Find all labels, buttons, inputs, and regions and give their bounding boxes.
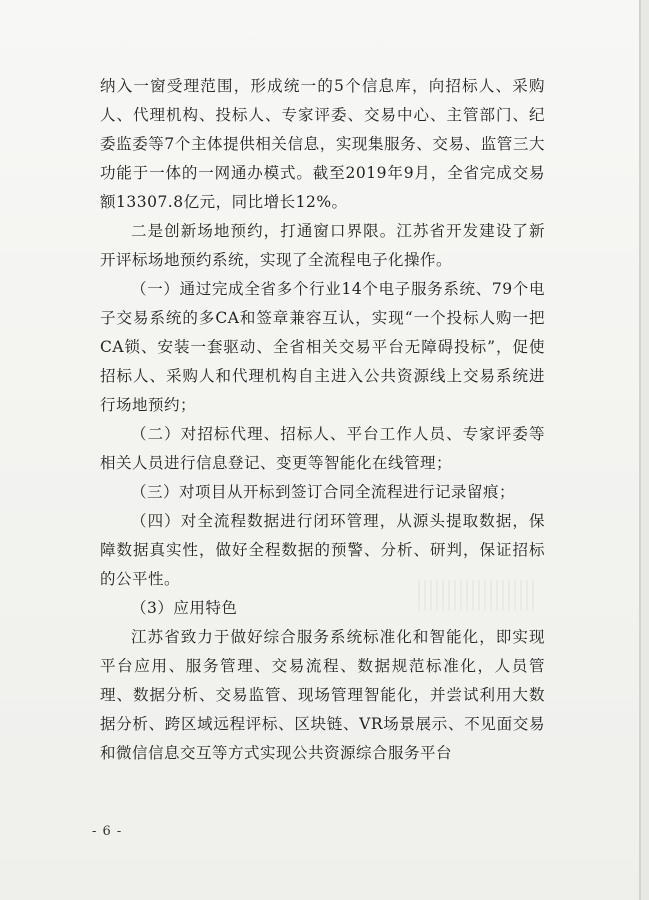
paragraph-3: （一）通过完成全省多个行业14个电子服务系统、79个电子交易系统的多CA和签章兼容互认，实现“一个投标人购一把CA锁、安装一套驱动、全省相关交易平台无障碍投标”，促使招标人、采购人和代理机构自主进入公共资源线上交易系统进行场地预约； bbox=[100, 280, 545, 414]
paragraph-8: 江苏省致力于做好综合服务系统标准化和智能化，即实现平台应用、服务管理、交易流程、数据规范标准化，人员管理、数据分析、交易监管、现场管理智能化，并尝试利用大数据分析、跨区域远程评标、区块链、VR场景展示、不见面交易和微信信息交互等方式实现公共资源综合服务平台 bbox=[100, 628, 545, 762]
scan-margin bbox=[641, 0, 649, 900]
paragraph-1: 纳入一窗受理范围，形成统一的5个信息库，向招标人、采购人、代理机构、投标人、专家评委、交易中心、主管部门、纪委监委等7个主体提供相关信息，实现集服务、交易、监管三大功能于一体的一网通办模式。截至2019年9月，全省完成交易额13307.8亿元，同比增长12%。 bbox=[100, 77, 545, 211]
page-number: - 6 - bbox=[92, 824, 123, 839]
document-body bbox=[100, 72, 545, 768]
paragraph-5: （三）对项目从开标到签订合同全流程进行记录留痕； bbox=[131, 483, 516, 501]
paragraph-6: （四）对全流程数据进行闭环管理，从源头提取数据，保障数据真实性，做好全程数据的预警、分析、研判，保证招标的公平性。 bbox=[100, 512, 545, 588]
paragraph-4: （二）对招标代理、招标人、平台工作人员、专家评委等相关人员进行信息登记、变更等智能化在线管理； bbox=[100, 425, 545, 472]
section-heading-application-features: （3）应用特色 bbox=[131, 599, 238, 617]
scan-edge-line bbox=[639, 0, 641, 900]
paragraph-2: 二是创新场地预约，打通窗口界限。江苏省开发建设了新开评标场地预约系统，实现了全流程电子化操作。 bbox=[100, 222, 545, 269]
bleed-through-mark bbox=[418, 580, 538, 610]
